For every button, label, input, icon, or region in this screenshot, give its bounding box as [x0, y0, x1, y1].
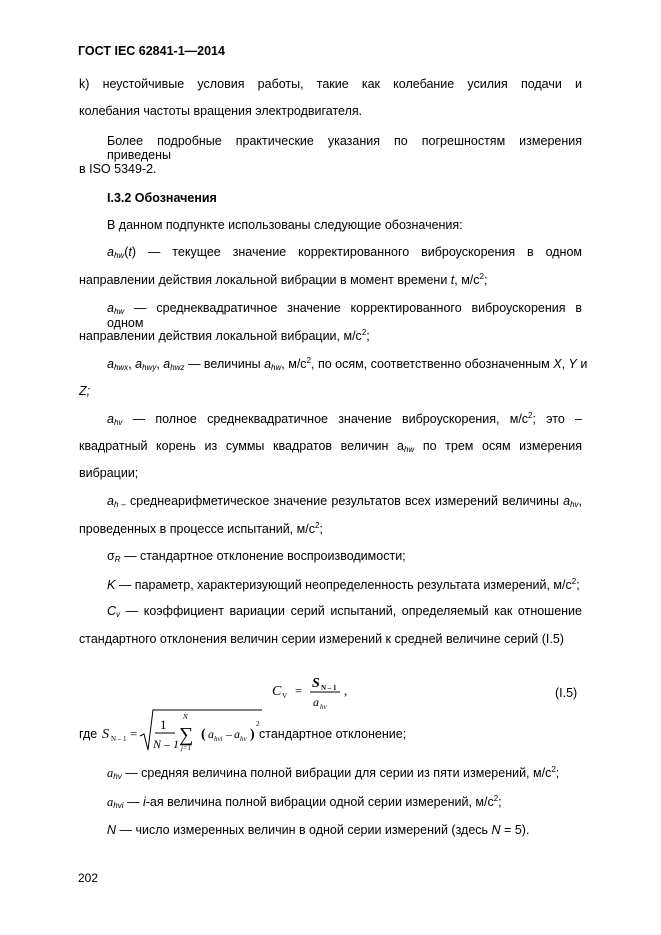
std-one: 1 — [160, 717, 167, 732]
def-K: K — параметр, характеризующий неопределенность результата измерений, $м/с^2$; — [107, 577, 580, 592]
std-eq: = — [130, 726, 138, 741]
formula-label: (I.5) — [555, 686, 578, 700]
def-ahw-line2: направлении действия локальной вибрации, $м/с^2$; — [79, 328, 370, 343]
sum-bottom: j=1 — [181, 744, 192, 752]
std-ahvi: a — [208, 727, 214, 741]
bracket-close: ) — [250, 727, 255, 742]
page-number: 202 — [78, 871, 99, 885]
std-N1: N – 1 — [153, 737, 180, 751]
std-ahv-sub: hv — [240, 735, 247, 743]
def-N: N — число измеренных величин в одной серии измерений (здесь N = 5). — [107, 823, 530, 837]
def-ahv-mean: $a_{hv}$ — средняя величина полной вибрации для серии из пяти измерений, $м/с^2$; — [107, 765, 560, 781]
paragraph-details-line2: в ISO 5349-2. — [79, 162, 157, 176]
def-ahvi: $a_{hvi}$ — i-ая величина полной вибрации одной серии измерений, $м/с^2$; — [107, 794, 502, 810]
def-ahv-line1: $a_{hv}$ — полное среднеквадратичное значение виброускорения, $м/с^2$; это – — [107, 411, 582, 427]
formula-comma: , — [344, 683, 348, 698]
formula-eq: = — [295, 683, 303, 698]
paragraph-k-line2: колебания частоты вращения электродвигателя. — [79, 104, 363, 118]
def-sigma: $\sigma_R$ — стандартное отклонение воспроизводимости; — [107, 549, 406, 564]
def-ahv-line3: вибрации; — [79, 466, 139, 480]
std-sq: 2 — [256, 720, 260, 728]
formula-lhs: C — [272, 684, 282, 699]
formula-I5 — [270, 672, 380, 716]
sum-sign: ∑ — [179, 724, 194, 746]
sum-top: N — [183, 713, 188, 721]
formula-std-dev — [100, 706, 265, 756]
bracket-open: ( — [201, 727, 206, 742]
def-ahw-line1: $a_{hw}$ — среднеквадратичное значение корректированного виброускорения в одном — [107, 301, 582, 330]
def-ah-line2: проведенных в процессе испытаний, $м/с^2$; — [79, 521, 323, 536]
def-Cv-line2: стандартного отклонения величин серии измерений к средней величине серий (I.5) — [79, 632, 564, 646]
std-S: S — [102, 727, 109, 742]
def-axes-line1: $a_{hwx}$, $a_{hwy}$, $a_{hwz}$ — величины $a_{hw}$, $м/с^2$, по осям, соответственно обозначенным X, Y и — [107, 356, 588, 372]
std-ahvi-sub: hvi — [214, 735, 223, 743]
paragraph-details-line1: Более подробные практические указания по погрешностям измерения приведены — [107, 134, 582, 162]
def-Cv-line1: $C_v$ — коэффициент вариации серий испытаний, определяемый как отношение — [107, 604, 582, 619]
document-header: ГОСТ IEC 62841-1—2014 — [78, 44, 225, 58]
def-axes-line2: Z; — [79, 384, 91, 398]
std-ahv: a — [234, 727, 240, 741]
formula-den-sub: hv — [320, 703, 327, 711]
def-ahv-line2: квадратный корень из суммы квадратов величин $a_{hw}$ по трем осям измерения — [79, 439, 583, 454]
def-ahw-t-line2: направлении действия локальной вибрации в момент времени t, $м/с^2$; — [79, 272, 488, 287]
where-text: стандартное отклонение; — [259, 727, 407, 741]
formula-num-sub: N – 1 — [321, 684, 337, 692]
formula-num: S — [312, 676, 320, 691]
std-S-sub: N – 1 — [111, 735, 127, 743]
def-ah-line1: $a_{h -}$ среднеарифметическое значение результатов всех измерений величины $a_{hv}$, — [107, 494, 582, 509]
paragraph-k-line1: k) неустойчивые условия работы, такие как колебание усилия подачи и — [79, 77, 582, 91]
formula-lhs-sub: V — [282, 692, 288, 700]
section-title: I.3.2 Обозначения — [107, 191, 217, 205]
formula-den: a — [313, 695, 319, 709]
where-label: где — [79, 727, 98, 741]
std-minus: – — [226, 727, 232, 741]
def-ahw-t-line1: $a_{hw}(t)$ — текущее значение корректированного виброускорения в одном — [107, 245, 582, 260]
intro-text: В данном подпункте использованы следующие обозначения: — [107, 218, 463, 232]
